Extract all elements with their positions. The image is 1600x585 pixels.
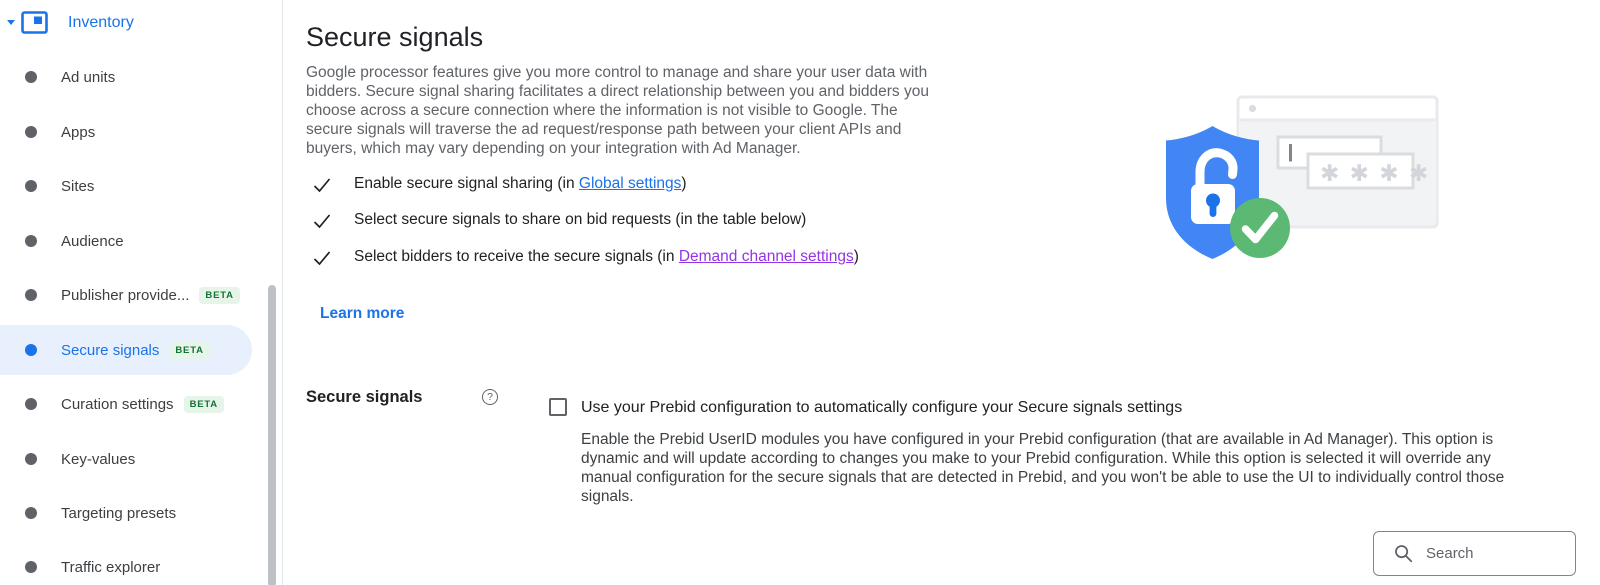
sidebar-section-label: Inventory xyxy=(68,13,134,31)
bullet-icon xyxy=(25,344,37,356)
learn-more-link[interactable]: Learn more xyxy=(320,305,405,322)
bullet-icon xyxy=(25,126,37,138)
search-icon xyxy=(1394,544,1413,563)
checklist-item-select-signals xyxy=(312,211,806,231)
collapse-arrow-icon[interactable] xyxy=(7,20,15,25)
sidebar-item-traffic-explorer[interactable] xyxy=(0,542,252,585)
sidebar-section-inventory[interactable] xyxy=(7,11,134,34)
table-search-box xyxy=(1373,531,1576,576)
inventory-sidebar xyxy=(0,0,283,585)
bullet-icon xyxy=(25,453,37,465)
bullet-icon xyxy=(25,71,37,83)
sidebar-item-targeting-presets[interactable] xyxy=(0,488,252,538)
search-input[interactable] xyxy=(1426,545,1566,562)
global-settings-link[interactable]: Global settings xyxy=(578,175,682,192)
bullet-icon xyxy=(25,289,37,301)
prebid-config-checkbox[interactable] xyxy=(549,398,567,416)
intro-paragraph: Google processor features give you more control to manage and share your user data with bidders. Secure signal sharing facilitates a direct relationship between you and bidders you choose across a secure connection where the information is not visible to Google. The secure signals will traverse the ad request/response path between your client APIs and buyers, which may vary depending on your integration with Ad Manager. xyxy=(306,64,929,157)
sidebar-item-label: Publisher provide... xyxy=(61,286,190,304)
sidebar-item-curation-settings[interactable] xyxy=(0,379,252,429)
secure-signals-illustration xyxy=(1140,88,1440,260)
checklist-text-suffix: ) xyxy=(853,248,859,265)
sidebar-item-sites[interactable] xyxy=(0,161,252,211)
checklist-item-select-bidders xyxy=(312,248,859,268)
sidebar-item-label: Key-values xyxy=(61,450,136,468)
checklist-text-suffix: ) xyxy=(681,175,687,192)
sidebar-item-label: Audience xyxy=(61,232,124,250)
help-glyph: ? xyxy=(487,391,493,403)
sidebar-item-audience[interactable] xyxy=(0,216,252,266)
sidebar-item-label: Traffic explorer xyxy=(61,558,161,576)
checklist-text: Select secure signals to share on bid requests (in the table below) xyxy=(354,211,807,228)
sidebar-scrollbar[interactable] xyxy=(268,285,276,585)
check-icon xyxy=(312,175,332,195)
bullet-icon xyxy=(25,507,37,519)
check-badge-icon xyxy=(1230,198,1290,258)
bullet-icon xyxy=(25,235,37,247)
secure-signals-setting-label: Secure signals xyxy=(306,388,423,406)
checklist-item-enable-sharing xyxy=(312,175,687,195)
sidebar-item-label: Ad units xyxy=(61,68,116,86)
inventory-icon xyxy=(21,11,48,34)
sidebar-item-label: Targeting presets xyxy=(61,504,177,522)
password-mask-text: ✱ ✱ ✱ ✱ xyxy=(1320,160,1431,186)
demand-channel-settings-link[interactable]: Demand channel settings xyxy=(678,248,854,265)
beta-badge: BETA xyxy=(169,342,209,359)
sidebar-item-publisher-provided[interactable] xyxy=(0,270,252,320)
sidebar-item-label: Sites xyxy=(61,177,95,195)
window-dot-icon xyxy=(1249,105,1256,112)
checklist-text: Select bidders to receive the secure signals (in xyxy=(354,248,679,265)
check-icon xyxy=(312,248,332,268)
page-title: Secure signals xyxy=(306,22,484,52)
prebid-config-checkbox-label[interactable]: Use your Prebid configuration to automatically configure your Secure signals settings xyxy=(581,399,1183,416)
sidebar-item-apps[interactable] xyxy=(0,107,252,157)
checklist-text: Enable secure signal sharing (in xyxy=(354,175,579,192)
prebid-config-description: Enable the Prebid UserID modules you have configured in your Prebid configuration (that are available in Ad Manager). This option is dynamic and will update according to changes you make to your Prebid configuration. While this option is selected it will override any manual configuration for the secure signals that are detected in Prebid, and you won't be able to use the UI to individually control those signals. xyxy=(581,431,1505,505)
beta-badge: BETA xyxy=(199,287,239,304)
help-icon[interactable] xyxy=(482,389,498,405)
sidebar-item-ad-units[interactable] xyxy=(0,52,252,102)
sidebar-item-label: Curation settings xyxy=(61,395,174,413)
bullet-icon xyxy=(25,398,37,410)
sidebar-item-label: Apps xyxy=(61,123,96,141)
bullet-icon xyxy=(25,180,37,192)
sidebar-item-label: Secure signals xyxy=(61,341,160,359)
sidebar-item-secure-signals[interactable] xyxy=(0,325,252,375)
sidebar-item-key-values[interactable] xyxy=(0,434,252,484)
bullet-icon xyxy=(25,561,37,573)
check-icon xyxy=(312,211,332,231)
beta-badge: BETA xyxy=(184,396,224,413)
